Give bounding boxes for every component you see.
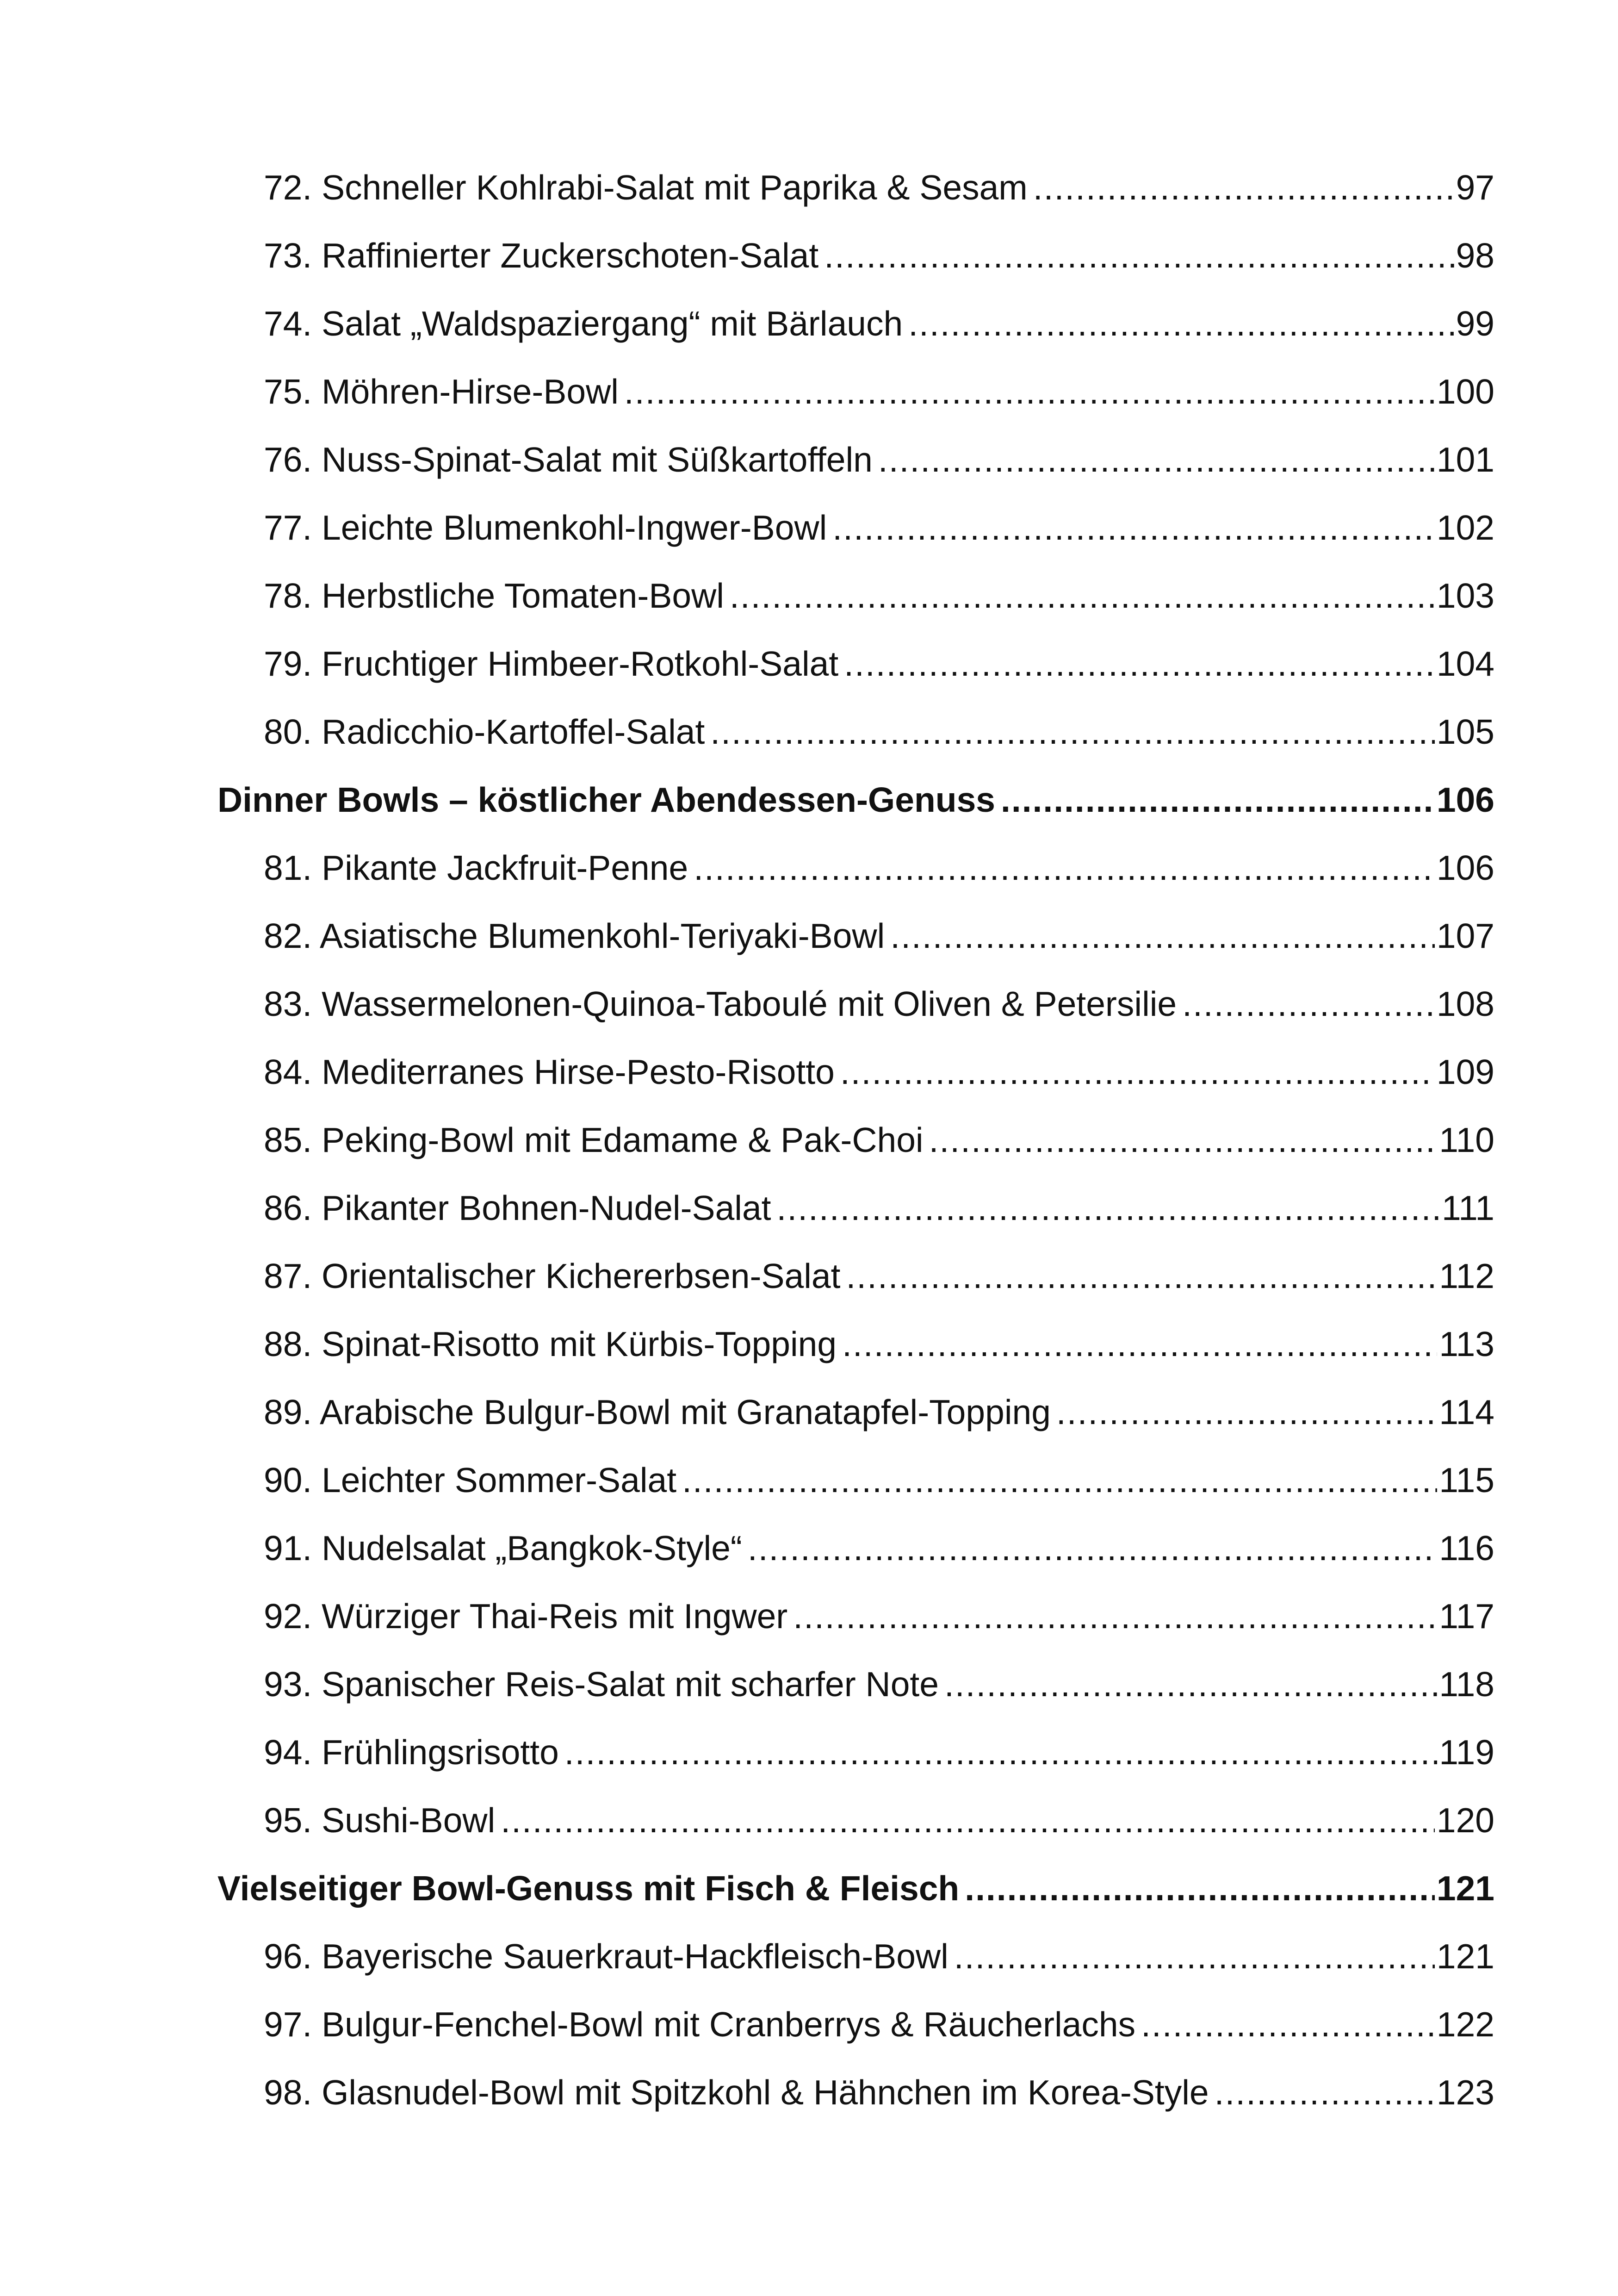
dot-leader	[730, 570, 1435, 621]
toc-item	[264, 1795, 1494, 1846]
toc-page-number: 113	[1439, 1325, 1494, 1363]
dot-leader	[929, 1114, 1438, 1165]
toc-entry-title: 72. Schneller Kohlrabi-Salat mit Paprika & Sesam	[264, 168, 1028, 207]
toc-item	[264, 706, 1494, 757]
toc-entry-title: 81. Pikante Jackfruit-Penne	[264, 848, 688, 887]
dot-leader	[832, 502, 1435, 553]
toc-entry-title: 95. Sushi-Bowl	[264, 1801, 496, 1840]
toc-item	[264, 842, 1494, 893]
toc-item	[264, 1046, 1494, 1097]
toc-entry-title: 94. Frühlingsrisotto	[264, 1733, 559, 1772]
toc-entry-title: Vielseitiger Bowl-Genuss mit Fisch & Fleisch	[217, 1869, 960, 1908]
toc-entry-title: 79. Fruchtiger Himbeer-Rotkohl-Salat	[264, 644, 839, 683]
toc-entry-title: 82. Asiatische Blumenkohl-Teriyaki-Bowl	[264, 916, 885, 955]
toc-page-number: 97	[1456, 168, 1494, 207]
toc-entry-title: 98. Glasnudel-Bowl mit Spitzkohl & Hähnchen im Korea-Style	[264, 2073, 1209, 2112]
toc-page-number: 117	[1439, 1597, 1494, 1636]
toc-page-number: 122	[1436, 2005, 1494, 2044]
dot-leader	[694, 842, 1435, 893]
dot-leader	[965, 1863, 1435, 1914]
toc-item	[264, 1659, 1494, 1710]
dot-leader	[748, 1523, 1438, 1574]
toc-page-number: 121	[1436, 1869, 1494, 1908]
toc-page-number: 102	[1436, 508, 1494, 547]
toc-page-number: 119	[1439, 1733, 1494, 1772]
toc-item	[264, 570, 1494, 621]
toc-entry-title: 89. Arabische Bulgur-Bowl mit Granatapfel-Topping	[264, 1393, 1051, 1431]
dot-leader	[793, 1591, 1437, 1642]
toc-entry-title: 87. Orientalischer Kichererbsen-Salat	[264, 1257, 841, 1295]
toc-item	[264, 1319, 1494, 1369]
toc-page-number: 114	[1439, 1393, 1494, 1431]
dot-leader	[890, 910, 1435, 961]
toc-item	[264, 162, 1494, 213]
toc-page-number: 104	[1436, 644, 1494, 683]
toc-page-number: 118	[1439, 1665, 1494, 1704]
toc-item	[264, 1182, 1494, 1233]
toc-page-number: 111	[1441, 1188, 1494, 1227]
dot-leader	[564, 1727, 1438, 1778]
toc-entry-title: 76. Nuss-Spinat-Salat mit Süßkartoffeln	[264, 440, 873, 479]
toc-section-heading	[217, 774, 1494, 825]
toc-entry-title: 93. Spanischer Reis-Salat mit scharfer Note	[264, 1665, 939, 1704]
toc-page-number: 112	[1439, 1257, 1494, 1295]
toc-page-number: 106	[1436, 780, 1494, 819]
toc-item	[264, 1999, 1494, 2050]
toc-page-number: 103	[1436, 576, 1494, 615]
toc-item	[264, 1931, 1494, 1982]
toc-item	[264, 910, 1494, 961]
dot-leader	[842, 1319, 1437, 1369]
toc-entry-title: 74. Salat „Waldspaziergang“ mit Bärlauch	[264, 304, 903, 343]
toc-entry-title: 86. Pikanter Bohnen-Nudel-Salat	[264, 1188, 771, 1227]
toc-entry-title: 92. Würziger Thai-Reis mit Ingwer	[264, 1597, 788, 1636]
toc-item	[264, 1523, 1494, 1574]
dot-leader	[501, 1795, 1435, 1846]
dot-leader	[878, 434, 1435, 485]
toc-entry-title: 75. Möhren-Hirse-Bowl	[264, 372, 619, 411]
dot-leader	[846, 1251, 1437, 1301]
dot-leader	[1182, 978, 1435, 1029]
toc-page-number: 121	[1436, 1937, 1494, 1976]
toc-page-number: 99	[1456, 304, 1494, 343]
toc-entry-title: 88. Spinat-Risotto mit Kürbis-Topping	[264, 1325, 837, 1363]
toc-item	[264, 1251, 1494, 1301]
dot-leader	[1033, 162, 1454, 213]
toc-page-number: 105	[1436, 712, 1494, 751]
toc-page-number: 107	[1436, 916, 1494, 955]
dot-leader	[908, 298, 1454, 349]
toc-entry-title: Dinner Bowls – köstlicher Abendessen-Genuss	[217, 780, 996, 819]
toc-page-number: 101	[1436, 440, 1494, 479]
toc-page-number: 98	[1456, 236, 1494, 275]
dot-leader	[844, 638, 1435, 689]
toc-page-number: 116	[1439, 1529, 1494, 1568]
toc-entry-title: 90. Leichter Sommer-Salat	[264, 1461, 677, 1500]
toc-item	[264, 502, 1494, 553]
toc-item	[264, 1455, 1494, 1506]
dot-leader	[624, 366, 1435, 417]
toc-item	[264, 1387, 1494, 1437]
toc-entry-title: 73. Raffinierter Zuckerschoten-Salat	[264, 236, 819, 275]
toc-page-number: 110	[1439, 1120, 1494, 1159]
toc-page-number: 100	[1436, 372, 1494, 411]
toc-page-number: 120	[1436, 1801, 1494, 1840]
dot-leader	[1141, 1999, 1435, 2050]
toc-item	[264, 434, 1494, 485]
dot-leader	[682, 1455, 1437, 1506]
toc-item	[264, 1591, 1494, 1642]
dot-leader	[944, 1659, 1437, 1710]
toc-entry-title: 78. Herbstliche Tomaten-Bowl	[264, 576, 724, 615]
toc-page-number: 108	[1436, 984, 1494, 1023]
toc-page-number: 106	[1436, 848, 1494, 887]
toc-entry-title: 84. Mediterranes Hirse-Pesto-Risotto	[264, 1052, 835, 1091]
toc-entry-title: 97. Bulgur-Fenchel-Bowl mit Cranberrys & Räucherlachs	[264, 2005, 1136, 2044]
toc-page-number: 123	[1436, 2073, 1494, 2112]
dot-leader	[710, 706, 1435, 757]
toc-entry-title: 83. Wassermelonen-Quinoa-Taboulé mit Oliven & Petersilie	[264, 984, 1177, 1023]
toc-page-number: 115	[1439, 1461, 1494, 1500]
dot-leader	[824, 230, 1454, 281]
toc-item	[264, 298, 1494, 349]
dot-leader	[777, 1182, 1440, 1233]
toc-entry-title: 85. Peking-Bowl mit Edamame & Pak-Choi	[264, 1120, 924, 1159]
toc-entry-title: 96. Bayerische Sauerkraut-Hackfleisch-Bowl	[264, 1937, 948, 1976]
toc-item	[264, 638, 1494, 689]
toc-entry-title: 77. Leichte Blumenkohl-Ingwer-Bowl	[264, 508, 827, 547]
dot-leader	[954, 1931, 1435, 1982]
dot-leader	[1056, 1387, 1438, 1437]
toc-entry-title: 91. Nudelsalat „Bangkok-Style“	[264, 1529, 742, 1568]
dot-leader	[1001, 774, 1435, 825]
toc-item	[264, 978, 1494, 1029]
dot-leader	[1215, 2067, 1435, 2118]
toc-item	[264, 366, 1494, 417]
toc-item	[264, 230, 1494, 281]
toc-entry-title: 80. Radicchio-Kartoffel-Salat	[264, 712, 705, 751]
toc-item	[264, 1727, 1494, 1778]
toc-page-number: 109	[1436, 1052, 1494, 1091]
toc-item	[264, 2067, 1494, 2118]
toc-section-heading	[217, 1863, 1494, 1914]
toc-item	[264, 1114, 1494, 1165]
dot-leader	[840, 1046, 1435, 1097]
